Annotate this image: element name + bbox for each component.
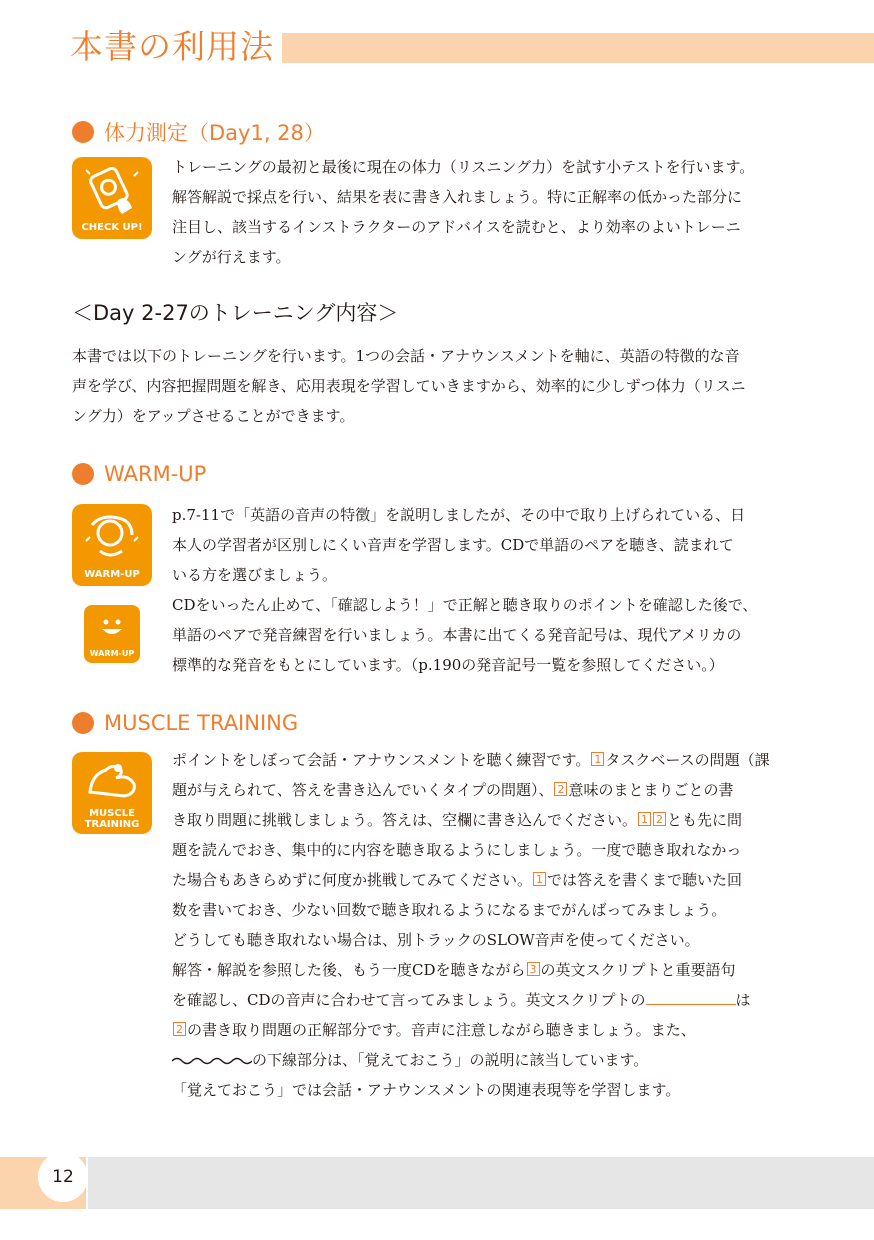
- muscle-description: [172, 745, 862, 1105]
- warm-up-small-icon: [84, 605, 140, 663]
- text-segment: を確認し、CDの音声に合わせて言ってみましょう。英文スクリプトの: [172, 991, 646, 1009]
- text-line: どうしても聴き取れない場合は、別トラックのSLOW音声を使ってください。: [172, 931, 700, 949]
- icon-caption: WARM-UP: [84, 569, 140, 580]
- number-mark-2: 2: [173, 1022, 186, 1036]
- text-line: 注目し、該当するインストラクターのアドバイスを読むと、より効率のよいトレーニ: [172, 218, 741, 236]
- check-description: [172, 152, 862, 272]
- section-label: MUSCLE TRAINING: [104, 711, 299, 735]
- wavy-underline-sample-icon: [172, 1056, 252, 1066]
- section-heading-muscle: [72, 708, 298, 738]
- text-line: 単語のペアで発音練習を行いましょう。本書に出てくる発音記号は、現代アメリカの: [172, 626, 742, 644]
- text-segment: 解答・解説を参照した後、もう一度CDを聴きながら: [172, 961, 526, 979]
- icon-caption-line: TRAINING: [84, 819, 140, 830]
- text-line: [172, 775, 862, 805]
- section-heading-warmup: [72, 459, 206, 489]
- text-segment: の下線部分は、「覚えておこう」の説明に該当しています。: [252, 1051, 649, 1069]
- icon-caption: [85, 808, 140, 830]
- page-title: 本書の利用法: [70, 27, 274, 66]
- stopwatch-hand-icon: [82, 164, 142, 216]
- training-description: [72, 341, 862, 431]
- icon-caption-line: MUSCLE: [89, 808, 135, 819]
- text-line: 解答解説で採点を行い、結果を表に書き入れましょう。特に正解率の低かった部分に: [172, 188, 743, 206]
- text-line: p.7-11で「英語の音声の特徴」を説明しましたが、その中で取り上げられている、日: [172, 506, 746, 524]
- text-segment: ポイントをしぼって会話・アナウンスメントを聴く練習です。: [172, 751, 591, 769]
- number-mark-1: 1: [591, 752, 604, 766]
- bullet-dot-icon: [72, 121, 94, 143]
- text-line: 本書では以下のトレーニングを行います。1つの会話・アナウンスメントを軸に、英語の特徴的な音: [72, 347, 740, 365]
- text-line: 本人の学習者が区別しにくい音声を学習します。CDで単語のペアを聴き、読まれて: [172, 536, 734, 554]
- text-line: [172, 805, 862, 835]
- title-bar: [282, 33, 874, 63]
- text-line: [172, 1045, 862, 1075]
- stretching-person-icon: [82, 511, 142, 563]
- check-up-icon: [72, 157, 152, 239]
- text-line: 声を学び、内容把握問題を解き、応用表現を学習していきますから、効率的に少しずつ体力（リスニ: [72, 377, 746, 395]
- text-segment: の英文スクリプトと重要語句: [540, 961, 736, 979]
- bullet-dot-icon: [72, 712, 94, 734]
- flexing-arm-icon: [82, 758, 142, 802]
- text-line: 標準的な発音をもとにしています。（p.190の発音記号一覧を参照してください。）: [172, 656, 724, 674]
- muscle-training-icon: [72, 752, 152, 834]
- straight-underline-sample: [646, 990, 736, 1005]
- text-segment: は: [735, 991, 751, 1009]
- text-line: [172, 955, 862, 985]
- page-number: 12: [38, 1152, 88, 1202]
- text-segment: き取り問題に挑戦しましょう。答えは、空欄に書き込んでください。: [172, 811, 638, 829]
- text-line: [172, 985, 862, 1015]
- text-line: [172, 865, 862, 895]
- warmup-description: [172, 500, 862, 680]
- text-line: ング力）をアップさせることができます。: [72, 407, 355, 425]
- text-segment: では答えを書くまで聴いた回: [547, 871, 743, 889]
- bullet-dot-icon: [72, 463, 94, 485]
- text-line: いる方を選びましょう。: [172, 566, 338, 584]
- text-segment: た場合もあきらめずに何度か挑戦してみてください。: [172, 871, 533, 889]
- warm-up-icon: [72, 504, 152, 586]
- text-segment: タスクベースの問題（課: [605, 751, 770, 769]
- text-line: [172, 745, 862, 775]
- smiling-face-icon: [92, 612, 132, 642]
- section-label: 体力測定（Day1, 28）: [104, 121, 325, 145]
- footer-bar: [88, 1157, 874, 1209]
- icon-caption: CHECK UP!: [81, 222, 143, 233]
- text-line: 題を読んでおき、集中的に内容を聴き取るようにしましょう。一度で聴き取れなかっ: [172, 841, 742, 859]
- text-segment: の書き取り問題の正解部分です。音声に注意しながら聴きましょう。また、: [187, 1021, 696, 1039]
- text-segment: とも先に問: [667, 811, 743, 829]
- text-line: [172, 1015, 862, 1045]
- number-mark-1: 1: [638, 812, 651, 826]
- number-mark-3: 3: [527, 962, 540, 976]
- number-mark-2: 2: [653, 812, 666, 826]
- text-segment: 意味のまとまりごとの書: [568, 781, 734, 799]
- text-line: CDをいったん止めて、「確認しよう！」で正解と聴き取りのポイントを確認した後で、: [172, 596, 758, 614]
- text-line: 数を書いておき、少ない回数で聴き取れるようになるまでがんばってみましょう。: [172, 901, 727, 919]
- number-mark-2: 2: [554, 782, 567, 796]
- text-segment: 題が与えられて、答えを書き込んでいくタイプの問題）、: [172, 781, 554, 799]
- training-subheading: ＜Day 2-27のトレーニング内容＞: [72, 301, 399, 325]
- section-heading-check: [72, 117, 325, 147]
- number-mark-1: 1: [533, 872, 546, 886]
- text-line: トレーニングの最初と最後に現在の体力（リスニング力）を試す小テストを行います。: [172, 158, 755, 176]
- icon-caption: WARM-UP: [89, 649, 135, 658]
- section-label: WARM-UP: [104, 462, 207, 486]
- text-line: ングが行えます。: [172, 248, 291, 266]
- text-line: 「覚えておこう」では会話・アナウンスメントの関連表現等を学習します。: [172, 1081, 681, 1099]
